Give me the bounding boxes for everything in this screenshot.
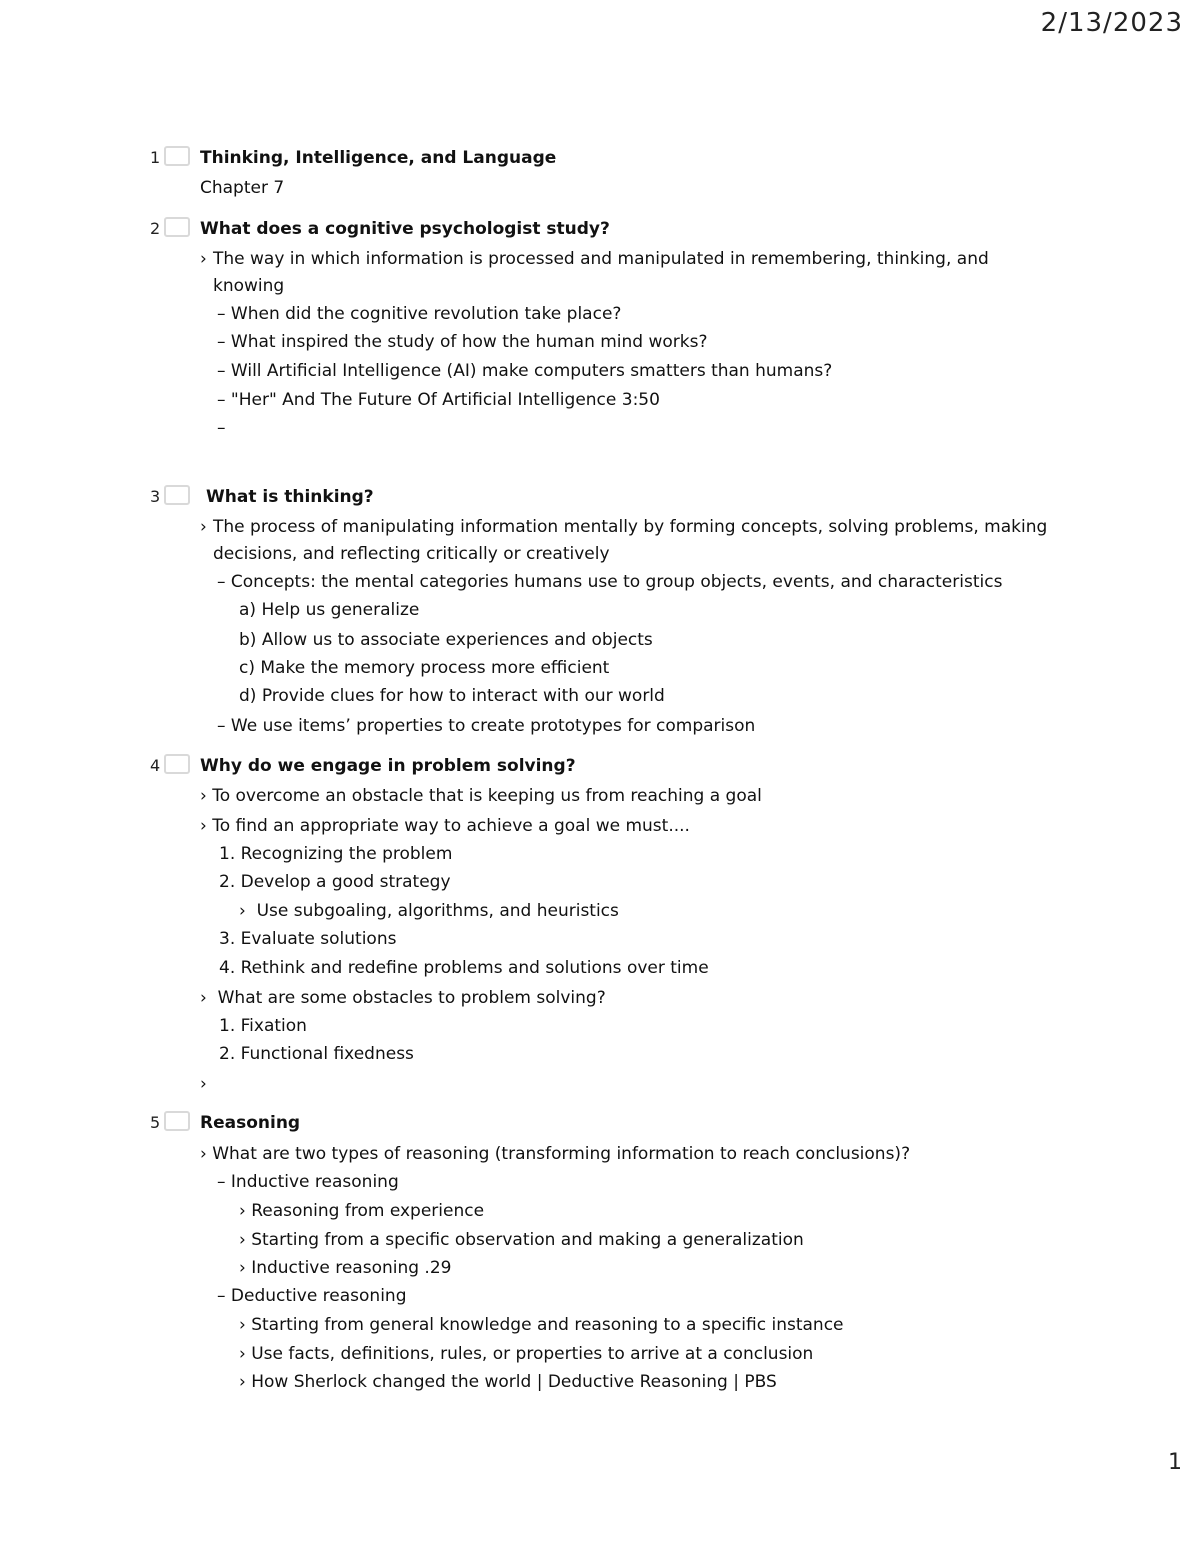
note-line: – Deductive reasoning [217,1286,407,1306]
note-line: – Inductive reasoning [217,1172,399,1192]
note-line: 1. Recognizing the problem [219,844,453,864]
slide-thumbnail-icon[interactable] [164,485,190,505]
note-line: › Use facts, definitions, rules, or properties to arrive at a conclusion [239,1344,814,1364]
slide-thumbnail-icon[interactable] [164,146,190,166]
note-line: b) Allow us to associate experiences and objects [239,630,653,650]
note-line: c) Make the memory process more efficient [239,658,610,678]
note-line: › To overcome an obstacle that is keeping us from reaching a goal [200,786,762,806]
note-line[interactable]: › How Sherlock changed the world | Deductive Reasoning | PBS [239,1372,777,1392]
note-line: 4. Rethink and redefine problems and solutions over time [219,958,709,978]
slide-title: Thinking, Intelligence, and Language [200,148,557,168]
note-line: 3. Evaluate solutions [219,929,397,949]
note-line: Chapter 7 [200,178,285,198]
slide-title: Why do we engage in problem solving? [200,756,576,776]
note-line: d) Provide clues for how to interact with our world [239,686,665,706]
note-line: › To find an appropriate way to achieve a goal we must.... [200,816,690,836]
note-line: – Will Artificial Intelligence (AI) make computers smatters than humans? [217,361,833,381]
note-line: › Starting from general knowledge and reasoning to a specific instance [239,1315,844,1335]
slide-number: 3 [150,487,161,506]
note-line: – What inspired the study of how the human mind works? [217,332,708,352]
note-line: – "Her" And The Future Of Artificial Intelligence 3:50 [217,390,660,410]
note-line: 2. Develop a good strategy [219,872,451,892]
note-line: › Inductive reasoning .29 [239,1258,452,1278]
slide-thumbnail-icon[interactable] [164,217,190,237]
note-line: › Reasoning from experience [239,1201,485,1221]
slide-thumbnail-icon[interactable] [164,1111,190,1131]
slide-number: 2 [150,219,161,238]
note-line: 2. Functional fixedness [219,1044,414,1064]
page-number: 1 [1168,1450,1182,1475]
note-line: › What are some obstacles to problem solving? [200,988,606,1008]
note-line: a) Help us generalize [239,600,420,620]
slide-title: What does a cognitive psychologist study? [200,219,610,239]
print-date: 2/13/2023 [1040,8,1183,38]
note-line: › The process of manipulating information mentally by forming concepts, solving problems, making decisions, and reflecting critically or creatively [200,517,1048,564]
note-line: › Starting from a specific observation and making a generalization [239,1230,804,1250]
note-line: › Use subgoaling, algorithms, and heuristics [239,901,619,921]
note-line: › The way in which information is processed and manipulated in remembering, thinking, and knowing [200,249,989,296]
slide-number: 1 [150,148,161,167]
slide-number: 4 [150,756,161,775]
note-line: › What are two types of reasoning (transforming information to reach conclusions)? [200,1144,911,1164]
slide-number: 5 [150,1113,161,1132]
note-line: › [200,1074,207,1094]
note-line: – [217,418,226,438]
slide-title: What is thinking? [206,487,374,507]
slide-thumbnail-icon[interactable] [164,754,190,774]
note-line: – We use items’ properties to create prototypes for comparison [217,716,756,736]
note-line: 1. Fixation [219,1016,307,1036]
note-line: – Concepts: the mental categories humans use to group objects, events, and characteristics [217,572,1003,592]
slide-title: Reasoning [200,1113,301,1133]
note-line: – When did the cognitive revolution take place? [217,304,622,324]
